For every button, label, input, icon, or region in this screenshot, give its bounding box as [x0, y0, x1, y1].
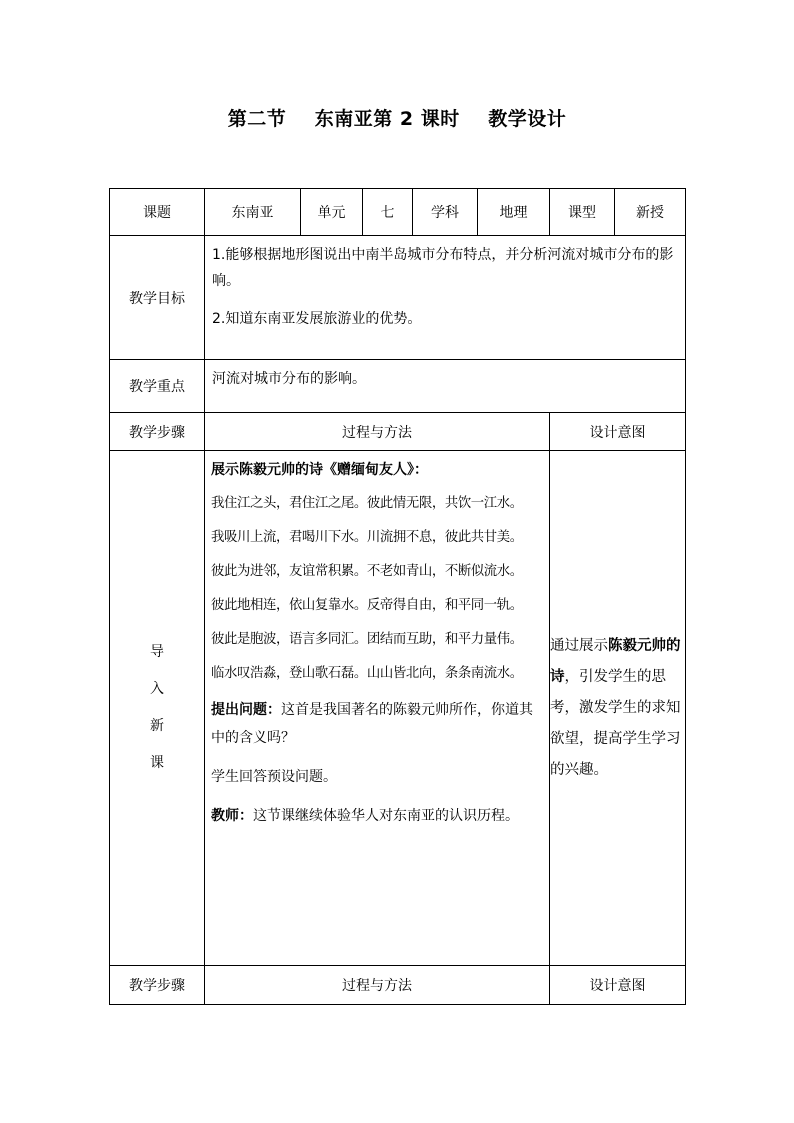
focus-text: 河流对城市分布的影响。	[205, 360, 686, 413]
intent-header-2: 设计意图	[550, 966, 686, 1005]
intro-char-4: 课	[150, 755, 164, 771]
focus-row	[110, 360, 686, 413]
header-row	[110, 189, 686, 236]
subject-value: 地理	[478, 189, 550, 236]
focus-label: 教学重点	[110, 360, 205, 413]
poem-line: 临水叹浩淼，登山歌石磊。山山皆北向，条条南流水。	[211, 666, 523, 681]
steps-header-row	[110, 413, 686, 451]
intro-char-3: 新	[150, 718, 164, 734]
unit-label: 单元	[301, 189, 363, 236]
intent-bold: 陈毅元帅的诗	[550, 637, 681, 685]
intent-pre: 通过展示	[550, 637, 608, 654]
question-paragraph	[211, 696, 543, 752]
intro-char-2: 入	[150, 681, 164, 697]
intro-process	[205, 451, 550, 966]
intro-row	[110, 451, 686, 966]
subject-label: 学科	[413, 189, 478, 236]
teacher-paragraph	[211, 802, 543, 830]
unit-value: 七	[363, 189, 413, 236]
question-label: 提出问题：	[211, 702, 281, 718]
teacher-label: 教师：	[211, 808, 253, 824]
goals-content	[205, 236, 686, 360]
goals-row	[110, 236, 686, 360]
intro-step-label	[110, 451, 205, 966]
poem-line: 我住江之头，君住江之尾。彼此情无限，共饮一江水。	[211, 496, 523, 511]
steps-footer-row	[110, 966, 686, 1005]
teacher-text: 这节课继续体验华人对东南亚的认识历程。	[253, 808, 519, 824]
title-topic: 东南亚第 2 课时	[314, 108, 460, 130]
title-section: 第二节	[227, 108, 287, 130]
question-text: 这首是我国著名的陈毅元帅所作，你道其中的含义吗？	[211, 702, 533, 746]
goal-item-2: 2.知道东南亚发展旅游业的优势。	[212, 311, 422, 327]
poem-line: 彼此为进邻，友谊常积累。不老如青山，不断似流水。	[211, 564, 523, 579]
steps-label: 教学步骤	[110, 413, 205, 451]
intent-header: 设计意图	[550, 413, 686, 451]
intro-intent	[550, 451, 686, 966]
poem-line: 彼此是胞波，语言多同汇。团结而互助，和平力量伟。	[211, 632, 523, 647]
process-header: 过程与方法	[205, 413, 550, 451]
goal-item-1: 1.能够根据地形图说出中南半岛城市分布特点，并分析河流对城市分布的影响。	[212, 247, 674, 289]
poem-line: 彼此地相连，依山复靠水。反帝得自由，和平同一轨。	[211, 598, 523, 613]
process-header-2: 过程与方法	[205, 966, 550, 1005]
intro-char-1: 导	[150, 644, 164, 660]
poem-line: 我吸川上流，君喝川下水。川流拥不息，彼此共甘美。	[211, 530, 523, 545]
intent-post: ，引发学生的思考，激发学生的求知欲望，提高学生学习的兴趣。	[550, 668, 681, 778]
document-title	[0, 104, 794, 131]
lesson-plan-table	[109, 188, 686, 1005]
steps-label-2: 教学步骤	[110, 966, 205, 1005]
student-answer: 学生回答预设问题。	[211, 769, 337, 785]
lesson-type-label: 课型	[550, 189, 615, 236]
topic-label: 课题	[110, 189, 205, 236]
title-kind: 教学设计	[488, 108, 567, 130]
topic-value: 东南亚	[205, 189, 301, 236]
poem-heading: 展示陈毅元帅的诗《赠缅甸友人》：	[211, 462, 428, 478]
goals-label: 教学目标	[110, 236, 205, 360]
lesson-type-value: 新授	[615, 189, 686, 236]
